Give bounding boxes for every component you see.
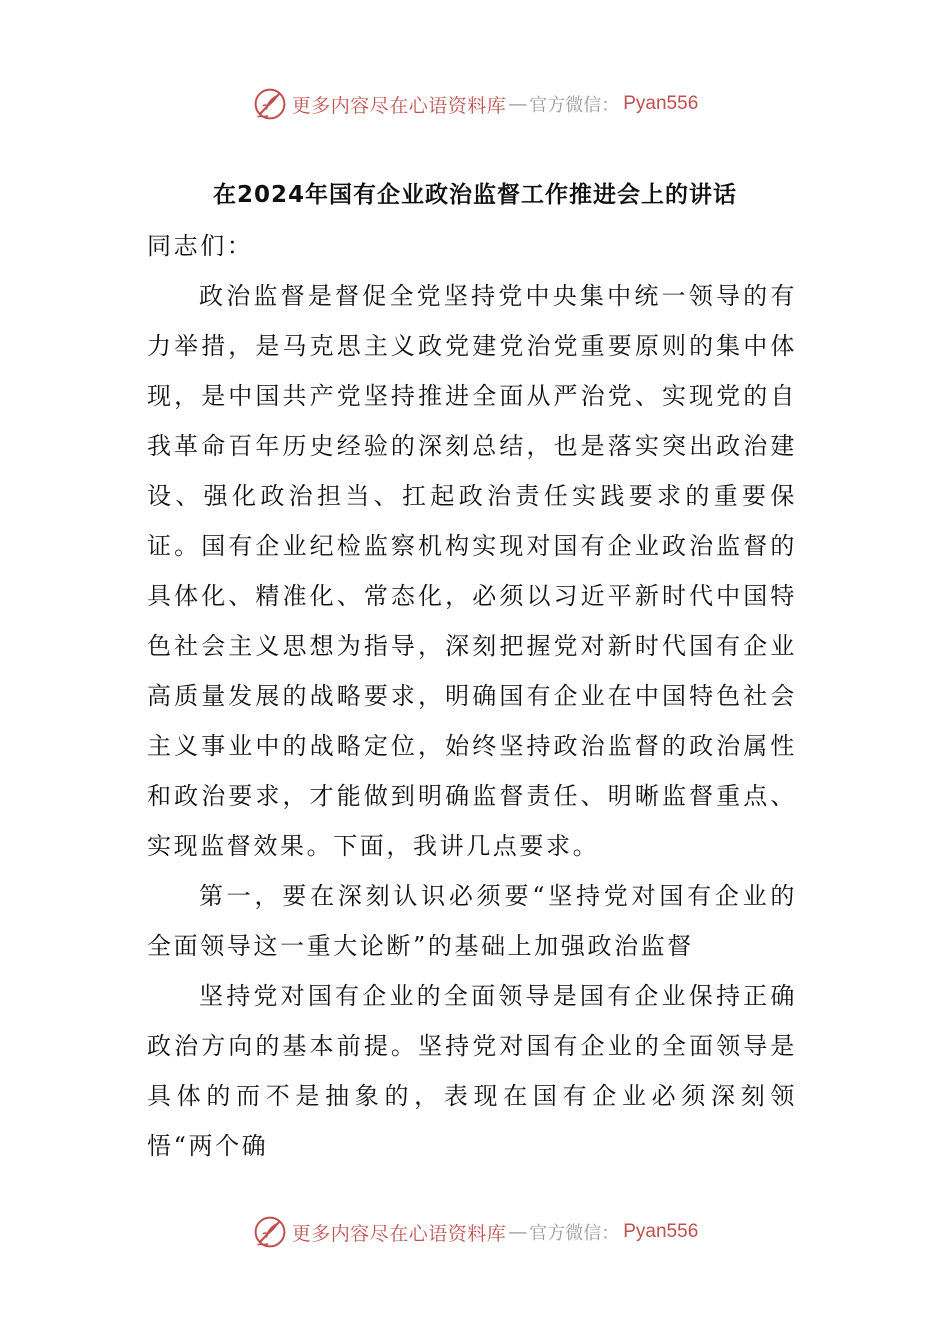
watermark-wechat-id: Pyan556: [623, 93, 699, 114]
body-paragraph: 政治监督是督促全党坚持党中央集中统一领导的有力举措，是马克思主义政党建党治党重要原则的集中体现，是中国共产党坚持推进全面从严治党、实现党的自我革命百年历史经验的深刻总结，也是落实突出政治建设、强化政治担当、扛起政治责任实践要求的重要保证。国有企业纪检监察机构实现对国有企业政治监督的具体化、精准化、常态化，必须以习近平新时代中国特色社会主义思想为指导，深刻把握党对新时代国有企业高质量发展的战略要求，明确国有企业在中国特色社会主义事业中的战略定位，始终坚持政治监督的政治属性和政治要求，才能做到明确监督责任、明晰监督重点、实现监督效果。下面，我讲几点要求。: [147, 282, 797, 860]
watermark-brand-text: 更多内容尽在心语资料库: [291, 94, 507, 117]
watermark-dash: —: [508, 93, 528, 115]
watermark-dash: —: [508, 1221, 528, 1243]
watermark-wechat-label: 官方微信：: [529, 1223, 620, 1244]
header-watermark: [0, 84, 950, 124]
watermark-wechat-id: Pyan556: [623, 1221, 699, 1242]
document-title: 在2024年国有企业政治监督工作推进会上的讲话: [212, 182, 737, 208]
section-heading: 第一，要在深刻认识必须要“坚持党对国有企业的全面领导这一重大论断”的基础上加强政治监督: [147, 882, 797, 960]
body-paragraph: 坚持党对国有企业的全面领导是国有企业保持正确政治方向的基本前提。坚持党对国有企业的全面领导是具体的而不是抽象的，表现在国有企业必须深刻领悟“两个确: [147, 982, 797, 1160]
salutation: 同志们：: [147, 232, 254, 260]
footer-watermark: [0, 1212, 950, 1252]
watermark-brand-text: 更多内容尽在心语资料库: [291, 1222, 507, 1245]
document-body: [147, 221, 797, 1171]
quill-seal-logo-icon: [252, 1214, 288, 1250]
watermark-wechat-label: 官方微信：: [529, 95, 620, 116]
quill-seal-logo-icon: [252, 86, 288, 122]
